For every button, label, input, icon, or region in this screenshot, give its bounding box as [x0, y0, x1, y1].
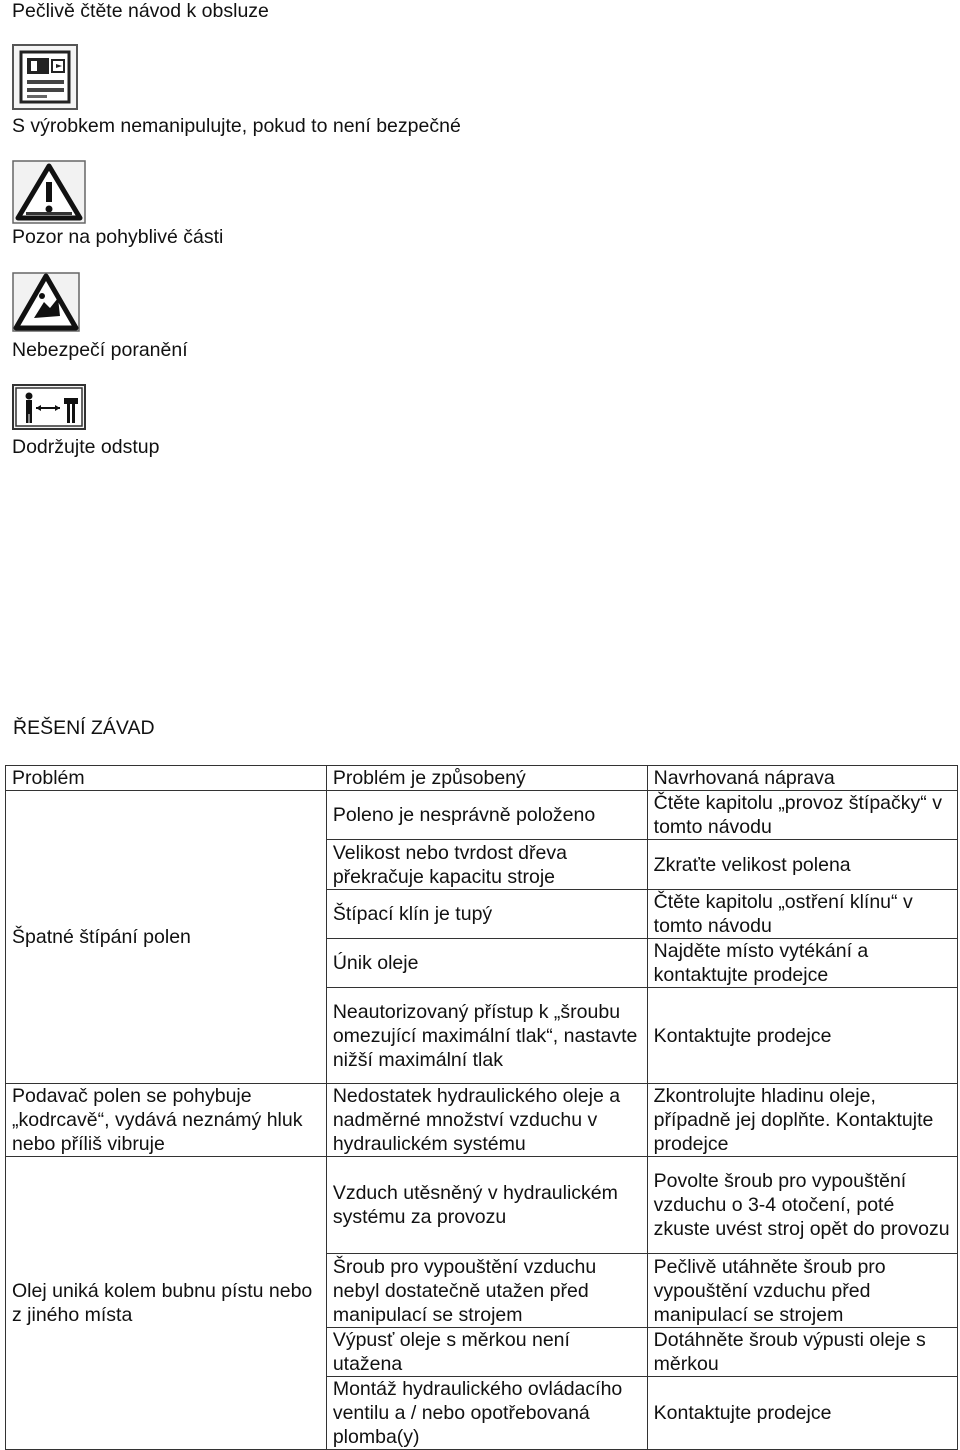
cause-cell: Štípací klín je tupý — [326, 890, 647, 939]
safety-text-unsafe: S výrobkem nemanipulujte, pokud to není bezpečné — [12, 115, 461, 137]
remedy-cell: Zkraťte velikost polena — [647, 840, 957, 890]
safety-text-moving-parts: Pozor na pohyblivé části — [12, 226, 224, 248]
moving-parts-warning-icon — [12, 272, 80, 332]
cause-cell: Montáž hydraulického ovládacího ventilu a / nebo opotřebovaná plomba(y) — [326, 1377, 647, 1450]
cause-cell: Velikost nebo tvrdost dřeva překračuje kapacitu stroje — [326, 840, 647, 890]
section-heading: ŘEŠENÍ ZÁVAD — [13, 717, 155, 739]
cause-cell: Nedostatek hydraulického oleje a nadměrné množství vzduchu v hydraulickém systému — [326, 1084, 647, 1157]
remedy-cell: Kontaktujte prodejce — [647, 988, 957, 1084]
safety-text-keep-distance: Dodržujte odstup — [12, 436, 160, 458]
header-problem: Problém — [6, 766, 327, 791]
problem-cell: Olej uniká kolem bubnu pístu nebo z jiného místa — [6, 1157, 327, 1450]
remedy-cell: Povolte šroub pro vypouštění vzduchu o 3-4 otočení, poté zkuste uvést stroj opět do provozu — [647, 1157, 957, 1254]
troubleshooting-table — [5, 765, 958, 1450]
problem-cell: Špatné štípání polen — [6, 791, 327, 1084]
remedy-cell: Čtěte kapitolu „ostření klínu“ v tomto návodu — [647, 890, 957, 939]
warning-triangle-icon — [12, 160, 86, 224]
cause-cell: Výpusť oleje s měrkou není utažena — [326, 1328, 647, 1377]
cause-cell: Šroub pro vypouštění vzduchu nebyl dostatečně utažen před manipulací se strojem — [326, 1254, 647, 1328]
cause-cell: Vzduch utěsněný v hydraulickém systému za provozu — [326, 1157, 647, 1254]
problem-cell: Podavač polen se pohybuje „kodrcavě“, vydává neznámý hluk nebo příliš vibruje — [6, 1084, 327, 1157]
safety-text-injury: Nebezpečí poranění — [12, 339, 188, 361]
safety-text-read-manual: Pečlivě čtěte návod k obsluze — [12, 0, 269, 22]
header-cause: Problém je způsobený — [326, 766, 647, 791]
remedy-cell: Pečlivě utáhněte šroub pro vypouštění vzduchu před manipulací se strojem — [647, 1254, 957, 1328]
remedy-cell: Dotáhněte šroub výpusti oleje s měrkou — [647, 1328, 957, 1377]
remedy-cell: Čtěte kapitolu „provoz štípačky“ v tomto návodu — [647, 791, 957, 840]
keep-distance-icon — [12, 384, 86, 430]
table-row — [6, 1084, 958, 1157]
header-remedy: Navrhovaná náprava — [647, 766, 957, 791]
remedy-cell: Najděte místo vytékání a kontaktujte prodejce — [647, 939, 957, 988]
remedy-cell: Kontaktujte prodejce — [647, 1377, 957, 1450]
manual-book-icon — [12, 44, 78, 110]
cause-cell: Neautorizovaný přístup k „šroubu omezující maximální tlak“, nastavte nižší maximální tlak — [326, 988, 647, 1084]
table-row — [6, 791, 958, 840]
table-row — [6, 1157, 958, 1254]
table-header-row — [6, 766, 958, 791]
cause-cell: Únik oleje — [326, 939, 647, 988]
cause-cell: Poleno je nesprávně položeno — [326, 791, 647, 840]
remedy-cell: Zkontrolujte hladinu oleje, případně jej doplňte. Kontaktujte prodejce — [647, 1084, 957, 1157]
